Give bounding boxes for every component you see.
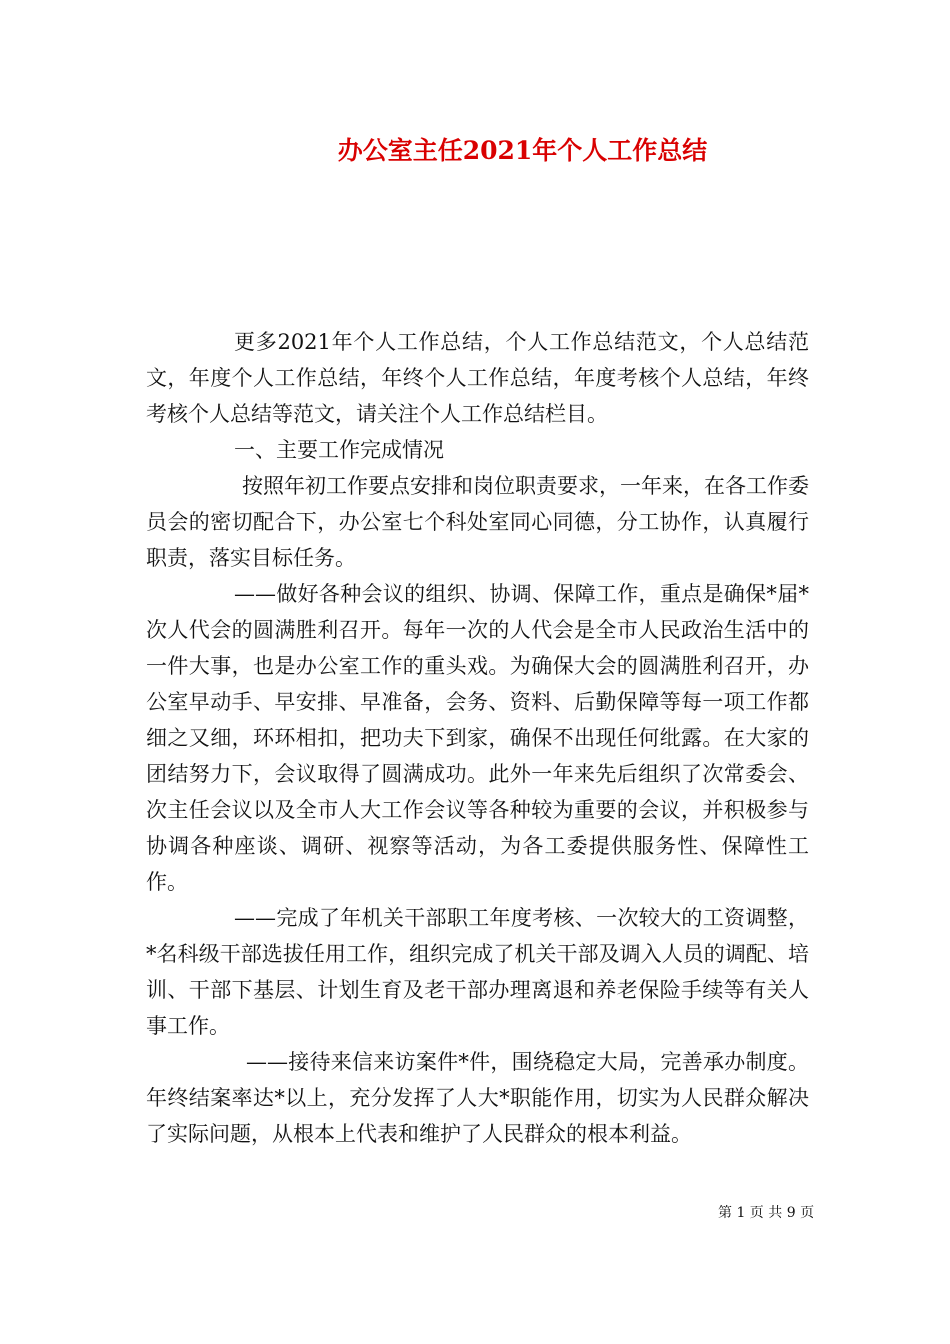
body-paragraph: ——做好各种会议的组织、协调、保障工作，重点是确保*届*次人代会的圆满胜利召开。每年一次的人代会是全市人民政治生活中的一件大事，也是办公室工作的重头戏。为确保大会的圆满胜利召开，办公室早动手、早安排、早准备，会务、资料、后勤保障等每一项工作都细之又细，环环相扣，把功夫下到家，确保不出现任何纰露。在大家的团结努力下，会议取得了圆满成功。此外一年来先后组织了次常委会、次主任会议以及全市人大工作会议等各种较为重要的会议，并积极参与协调各种座谈、调研、视察等活动，为各工委提供服务性、保障性工作。 <box>146 582 809 894</box>
document-title: 办公室主任2021年个人工作总结 <box>337 136 708 165</box>
intro-paragraph: 更多2021年个人工作总结，个人工作总结范文，个人总结范文，年度个人工作总结，年终个人工作总结，年度考核个人总结，年终考核个人总结等范文，请关注个人工作总结栏目。 <box>146 330 809 426</box>
body-paragraph: 按照年初工作要点安排和岗位职责要求，一年来，在各工作委员会的密切配合下，办公室七个科处室同心同德，分工协作，认真履行职责，落实目标任务。 <box>146 474 809 570</box>
body-paragraph: ——接待来信来访案件*件，围绕稳定大局，完善承办制度。年终结案率达*以上，充分发挥了人大*职能作用，切实为人民群众解决了实际问题，从根本上代表和维护了人民群众的根本利益。 <box>146 1050 809 1146</box>
body-paragraph: ——完成了年机关干部职工年度考核、一次较大的工资调整，*名科级干部选拔任用工作，组织完成了机关干部及调入人员的调配、培训、干部下基层、计划生育及老干部办理离退和养老保险手续等有关人事工作。 <box>146 906 809 1038</box>
document-body <box>146 324 809 1152</box>
page-footer: 第 1 页 共 9 页 <box>718 1205 815 1221</box>
section-heading: 一、主要工作完成情况 <box>234 438 444 462</box>
